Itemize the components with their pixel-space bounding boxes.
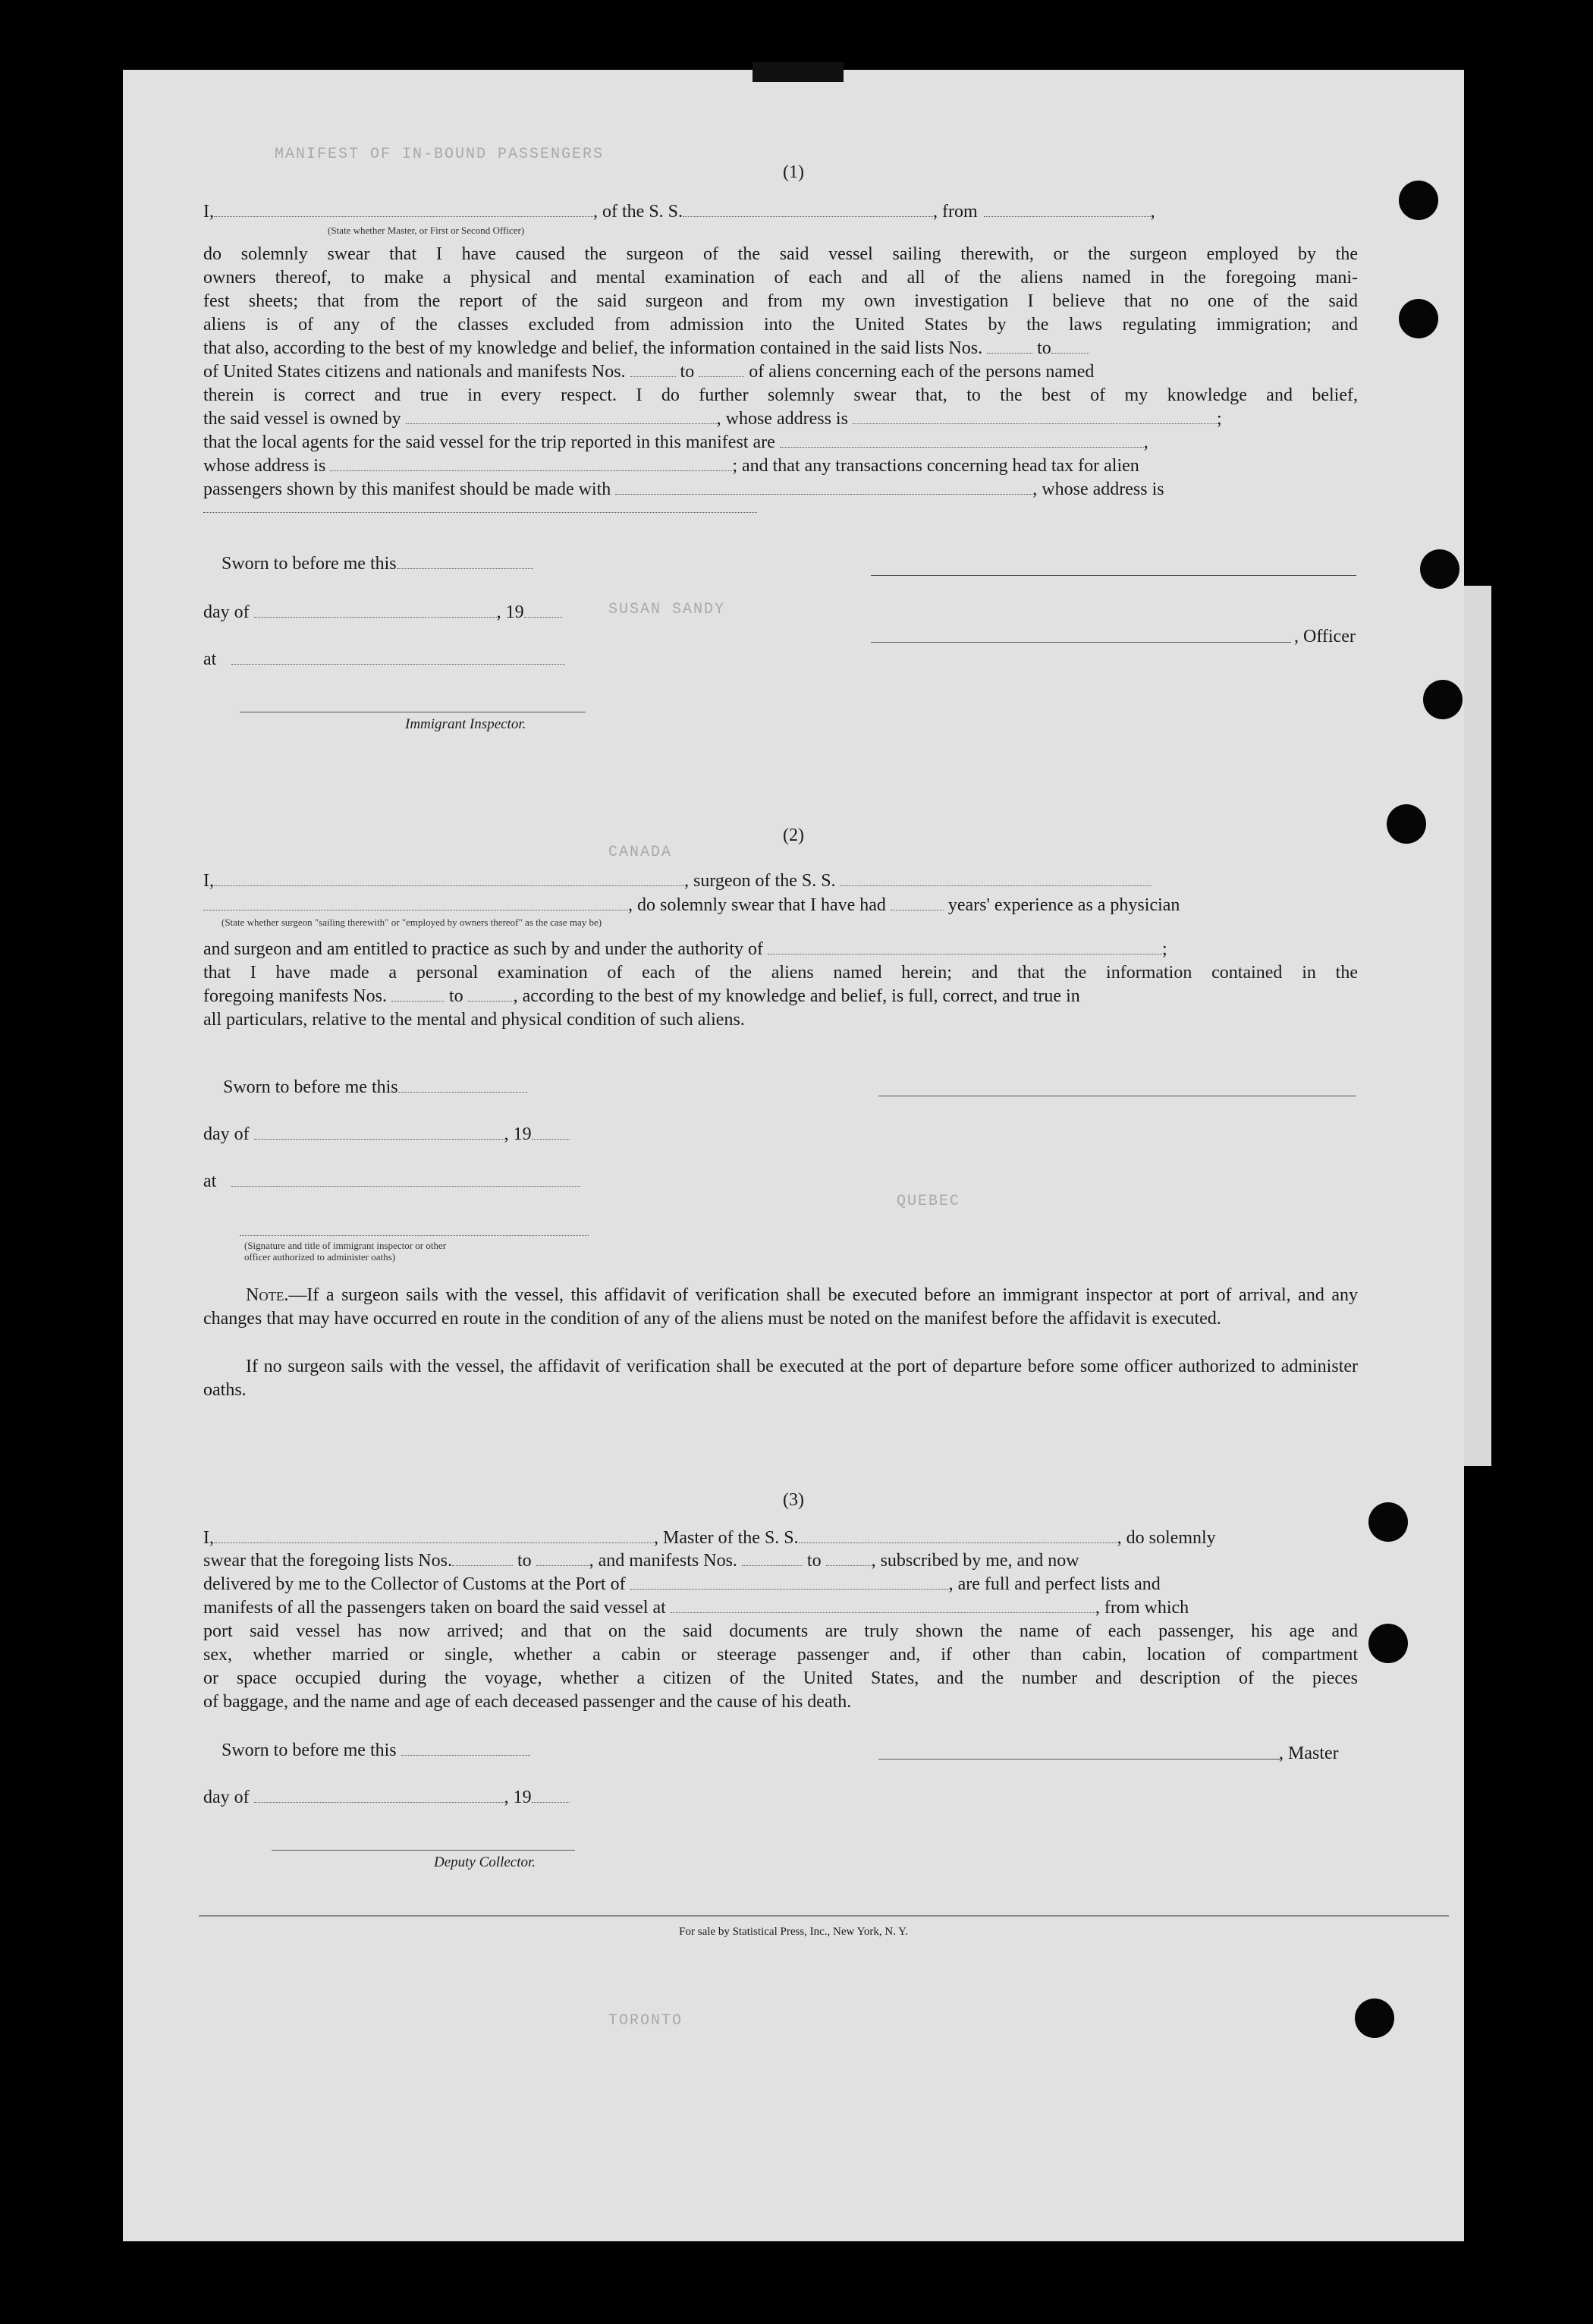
s2-paragraph [203,938,1358,1032]
s3-sworn-text: Sworn to before me this [222,1741,397,1760]
s2-line-2 [203,894,1443,917]
s3-manifests-from-field[interactable] [742,1550,803,1566]
lists-from-field[interactable] [987,338,1032,354]
owner-address-field[interactable] [853,408,1217,424]
s1-lists-line [203,337,1358,360]
owner-field[interactable] [406,408,717,424]
s3-line-4 [203,1596,1358,1620]
s2-surgeon-text: , surgeon of the S. S. [684,871,836,891]
s1-passengers-text: passengers shown by this manifest should be made with [203,480,611,499]
s1-para-line: fest sheets; that from the report of the said surgeon and from my own investigation I believe that no one of the said [203,291,1358,311]
surgeon-name-field[interactable] [214,870,684,886]
officer-name-field[interactable] [214,201,593,217]
s3-line-2 [203,1549,1358,1573]
s1-paragraph [203,243,1358,513]
s1-month-field[interactable] [254,602,497,618]
years-experience-field[interactable] [891,895,944,910]
s1-from: , from [933,202,978,222]
agents-address-field[interactable] [330,455,732,471]
s3-day-of: day of [203,1788,250,1807]
printer-footer: For sale by Statistical Press, Inc., New York, N. Y. [679,1926,908,1938]
s1-semicolon: ; [1216,409,1222,429]
s3-manifests-to-field[interactable] [826,1550,872,1566]
section-1-number: (1) [783,162,804,182]
agents-field[interactable] [780,432,1144,448]
s1-day-line [203,601,1443,624]
s2-line-6: all particulars, relative to the mental and physical condition of such aliens. [203,1010,745,1030]
s1-comma: , [1150,202,1155,222]
page-clip [753,62,844,82]
s1-at: at [203,649,217,669]
punch-hole [1355,1999,1394,2038]
s1-to: to [1037,338,1051,358]
s2-semicolon: ; [1162,939,1167,959]
s2-at: at [203,1171,217,1191]
s3-day-line [203,1786,1443,1809]
s3-vessel-field[interactable] [799,1527,1117,1543]
s1-line-1 [203,200,1443,223]
s3-lists-text: swear that the foregoing lists Nos. [203,1551,452,1571]
s3-line-3 [203,1573,1358,1596]
s1-whose-line [203,454,1358,478]
manifests-to-field[interactable] [699,361,744,377]
s2-line-1 [203,870,1443,892]
form-page [123,70,1464,2241]
s1-agents-line [203,431,1358,454]
s1-sworn-line [222,552,1443,575]
s1-state-note: (State whether Master, or First or Second Officer) [328,225,525,236]
s1-para-line: owners thereof, to make a physical and mental examination of each and all of the aliens named in the foregoing mani- [203,268,1358,288]
s1-signature-line[interactable] [871,575,1356,576]
s3-nineteen: , 19 [504,1788,532,1807]
s2-place-field[interactable] [231,1171,580,1187]
section-2-number: (2) [783,826,804,845]
s3-month-field[interactable] [254,1787,504,1803]
s2-swear-text: , do solemnly swear that I have had [628,895,886,915]
surgeon-status-field[interactable] [203,895,628,910]
punch-hole [1399,299,1438,338]
s2-line-5 [203,985,1358,1008]
s3-master-label: , Master [1279,1744,1339,1763]
s1-i: I, [203,202,214,222]
vessel-name-field[interactable] [683,201,933,217]
s1-whose-address: , whose address is [716,409,848,429]
s2-experience-text: years' experience as a physician [947,895,1180,915]
s3-lists-to-field[interactable] [536,1550,589,1566]
s1-whose-text: whose address is [203,456,326,476]
s1-owned-text: the said vessel is owned by [203,409,401,429]
s3-delivered-text: delivered by me to the Collector of Customs at the Port of [203,1574,626,1594]
from-port-field[interactable] [984,201,1151,217]
s1-sworn-day-field[interactable] [397,553,533,569]
s1-lists-text: that also, according to the best of my knowledge and belief, the information contained in the said lists Nos. [203,338,983,358]
s3-master-text: , Master of the S. S. [654,1528,799,1548]
s1-passengers-line [203,478,1358,502]
s2-manifests-from-field[interactable] [391,986,445,1002]
s1-place-field[interactable] [231,649,565,665]
officer-signature-line[interactable] [871,642,1291,643]
note-paragraph-2: If no surgeon sails with the vessel, the affidavit of verification shall be executed at the port of departure before some officer authorized to administer oaths. [203,1357,1358,1400]
s1-whose-address-end: , whose address is [1032,480,1164,499]
s3-year-field[interactable] [532,1787,570,1803]
s1-citizens-text: of United States citizens and nationals and manifests Nos. [203,362,626,382]
s3-line-1 [203,1527,1443,1549]
s2-year-field[interactable] [532,1124,570,1140]
s1-agents-text: that the local agents for the said vessel for the trip reported in this manifest are [203,432,775,452]
s3-to: to [517,1551,532,1571]
s2-manifests-to-field[interactable] [468,986,514,1002]
s1-para-line: do solemnly swear that I have caused the surgeon of the said vessel sailing therewith, or the surgeon employed by the [203,244,1358,264]
lists-to-field[interactable] [1051,338,1089,354]
s1-para-line: aliens is of any of the classes excluded from admission into the United States by the laws regulating immigration; and [203,315,1358,335]
note-label: Note. [246,1285,289,1305]
deputy-signature-line[interactable] [272,1850,575,1851]
s3-solemnly-text: , do solemnly [1117,1528,1216,1548]
s3-paragraph [203,1549,1358,1714]
s2-inspector-signature-line[interactable] [240,1235,589,1236]
section-3-number: (3) [783,1490,804,1510]
s1-correct-line: therein is correct and true in every respect. I do further solemnly swear that, to the best of my knowledge and belief, [203,385,1358,405]
s3-lists-from-field[interactable] [452,1550,513,1566]
master-signature-line[interactable] [878,1759,1280,1760]
note-paragraph-1 [203,1284,1358,1331]
s2-authority-text: and surgeon and am entitled to practice as such by and under the authority of [203,939,763,959]
s3-line-6: sex, whether married or single, whether a cabin or steerage passenger and, if other than cabin, location of compartment [203,1645,1358,1665]
bleed-through-text: TORONTO [608,2012,683,2030]
s2-month-field[interactable] [254,1124,504,1140]
s2-at-line [203,1170,1443,1193]
s3-subscribed-text: , subscribed by me, and now [871,1551,1079,1571]
s3-from-which-text: , from which [1095,1598,1189,1618]
s3-sworn-day-field[interactable] [401,1740,530,1756]
bleed-through-text: MANIFEST OF IN-BOUND PASSENGERS [275,146,605,163]
s1-of-ss: , of the S. S. [593,202,683,222]
s3-full-text: , are full and perfect lists and [948,1574,1161,1594]
punch-hole [1368,1624,1408,1663]
s3-line-5: port said vessel has now arrived; and that on the said documents are truly shown the name of each passenger, his age and [203,1621,1358,1641]
bleed-through-text: QUEBEC [897,1193,961,1210]
s2-to: to [448,986,463,1006]
s1-year-field[interactable] [524,602,562,618]
s1-day-of: day of [203,602,250,622]
s3-i: I, [203,1528,214,1548]
s2-nineteen: , 19 [504,1124,532,1144]
s1-officer-label: , Officer [1294,627,1356,646]
s1-to: to [680,362,695,382]
s3-line-7: or space occupied during the voyage, whether a citizen of the United States, and the number and description of the pieces [203,1668,1358,1688]
s3-to: to [806,1551,822,1571]
s2-manifests-text: foregoing manifests Nos. [203,986,387,1006]
s3-line-8: of baggage, and the name and age of each deceased passenger and the cause of his death. [203,1692,852,1712]
head-tax-address-field[interactable] [203,502,757,513]
s1-citizens-line [203,360,1358,384]
master-name-field[interactable] [214,1527,654,1543]
s2-vessel-field[interactable] [840,870,1152,886]
s1-citizens-end: of aliens concerning each of the persons named [749,362,1095,382]
s1-head-tax-text: ; and that any transactions concerning head tax for alien [732,456,1139,476]
s1-owned-line [203,407,1358,431]
s2-day-line [203,1123,1443,1146]
departure-port-field[interactable] [671,1597,1095,1613]
s3-taken-text: manifests of all the passengers taken on board the said vessel at [203,1598,666,1618]
port-field[interactable] [630,1574,949,1590]
s2-sworn-day-field[interactable] [398,1077,527,1093]
s2-i: I, [203,871,214,891]
s2-belief-text: , according to the best of my knowledge and belief, is full, correct, and true in [513,986,1080,1006]
s3-deputy-label: Deputy Collector. [434,1854,536,1870]
head-tax-party-field[interactable] [615,479,1032,495]
s1-at-line [203,648,1443,671]
footer-rule [199,1915,1449,1917]
s1-nineteen: , 19 [496,602,524,622]
s1-inspector-label: Immigrant Inspector. [405,716,526,732]
s2-signature-note: (Signature and title of immigrant inspector or other officer authorized to administer oaths) [244,1240,447,1263]
s2-sworn-text: Sworn to before me this [223,1077,398,1097]
s1-sworn-text: Sworn to before me this [222,554,397,574]
s2-state-note: (State whether surgeon "sailing therewith" or "employed by owners thereof" as the case may be) [222,917,602,928]
punch-hole [1423,680,1463,719]
s2-line-4: that I have made a personal examination of each of the aliens named herein; and that the information contained in the [203,963,1358,983]
manifests-from-field[interactable] [630,361,676,377]
note-text-1: —If a surgeon sails with the vessel, this affidavit of verification shall be executed before an immigrant inspector at port of arrival, and any changes that may have occurred en route in the condition of any of the aliens must be noted on the manifest before the affidavit is executed. [203,1285,1358,1329]
s2-line-3 [203,938,1358,961]
bleed-through-text: CANADA [608,844,673,861]
bleed-through-text: SUSAN SANDY [608,601,726,618]
s3-manifests-text: , and manifests Nos. [589,1551,737,1571]
s1-comma: , [1143,432,1148,452]
authority-field[interactable] [768,939,1162,954]
s2-day-of: day of [203,1124,250,1144]
